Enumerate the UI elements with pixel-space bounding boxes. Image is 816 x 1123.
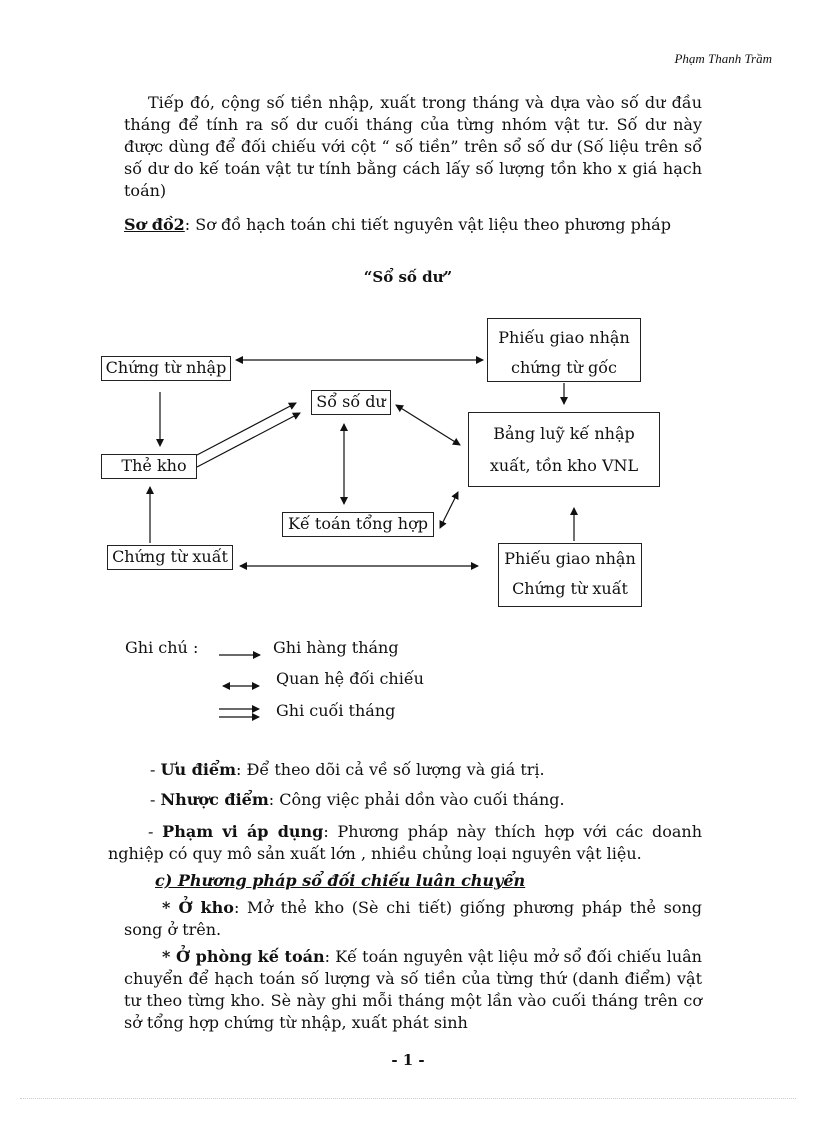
box-the-kho bbox=[101, 454, 197, 479]
label-phieu-goc-line1: Phiếu giao nhận bbox=[498, 328, 630, 347]
box-chung-tu-nhap bbox=[101, 356, 231, 381]
label-chung-tu-xuat: Chứng từ xuất bbox=[112, 547, 228, 566]
warehouse-text: : Mở thẻ kho (Sè chi tiết) giống phương pháp thẻ song song ở trên. bbox=[124, 898, 703, 939]
box-phieu-giao-nhan-xuat bbox=[498, 543, 642, 607]
label-bang-luy-ke-line1: Bảng luỹ kế nhập bbox=[493, 424, 635, 443]
disadvantages-text: : Công việc phải dồn vào cuối tháng. bbox=[268, 790, 565, 809]
diagram-title: “Sổ số dư” bbox=[363, 268, 453, 286]
disadvantages-label: Nhược điểm bbox=[160, 790, 269, 809]
author-name: Phạm Thanh Trầm bbox=[674, 51, 772, 66]
diagram-caption-label: Sơ đồ2 bbox=[124, 215, 185, 234]
scope-text: : Phương pháp này thích hợp với các doanh nghiệp có quy mô sản xuất lớn , nhiều chủng loại nguyên vật liệu. bbox=[108, 822, 702, 863]
box-chung-tu-xuat bbox=[107, 545, 233, 570]
label-the-kho: Thẻ kho bbox=[121, 456, 187, 475]
advantages-line: - Ưu điểm: Để theo dõi cả về số lượng và giá trị. bbox=[150, 760, 545, 779]
accounting-label: * Ở phòng kế toán bbox=[162, 947, 325, 966]
label-phieu-xuat-line2: Chứng từ xuất bbox=[512, 579, 628, 598]
label-bang-luy-ke-line2: xuất, tồn kho VNL bbox=[489, 456, 639, 475]
page-divider bbox=[20, 1098, 796, 1099]
accounting-paragraph bbox=[124, 946, 702, 1034]
label-phieu-xuat-line1: Phiếu giao nhận bbox=[504, 549, 636, 568]
warehouse-label: * Ở kho bbox=[162, 898, 234, 917]
scope-paragraph: - Phạm vi áp dụng: Phương pháp này thích hợp với các doanh nghiệp có quy mô sản xuất lớn , nhiều chủng loại nguyên vật liệu. bbox=[108, 822, 702, 863]
diagram-caption-text: : Sơ đồ hạch toán chi tiết nguyên vật liệu theo phương pháp bbox=[184, 215, 671, 234]
box-so-so-du bbox=[311, 390, 391, 415]
legend-reconcile: Quan hệ đối chiếu bbox=[276, 669, 424, 688]
accounting-text: : Kế toán nguyên vật liệu mở sổ đối chiếu luân chuyển để hạch toán số lượng và số tiền của từng thứ (danh điểm) vật tư theo từng kho. Sè này ghi mỗi tháng một lần vào cuối tháng trên cơ sở tổng hợp chứng từ nhập, xuất phát sinh bbox=[124, 947, 702, 1032]
label-phieu-goc-line2: chứng từ gốc bbox=[510, 358, 617, 377]
arrow-the-kho-so-du-1 bbox=[197, 403, 296, 455]
scope-label: Phạm vi áp dụng bbox=[162, 822, 324, 841]
legend-monthly: Ghi hàng tháng bbox=[273, 638, 399, 657]
arrow-ke-toan-bang bbox=[440, 492, 458, 528]
legend-end-of-month: Ghi cuối tháng bbox=[276, 701, 396, 720]
legend-label: Ghi chú : bbox=[125, 638, 199, 657]
advantages-label: Ưu điểm bbox=[160, 760, 237, 779]
label-so-so-du: Sổ số dư bbox=[316, 392, 386, 411]
label-chung-tu-nhap: Chứng từ nhập bbox=[105, 358, 227, 377]
section-c-heading: c) Phương pháp sổ đối chiếu luân chuyển bbox=[155, 871, 526, 890]
advantages-text: : Để theo dõi cả về số lượng và giá trị. bbox=[236, 760, 545, 779]
intro-paragraph: Tiếp đó, cộng số tiền nhập, xuất trong tháng và dựa vào số dư đầu tháng để tính ra số dư cuối tháng của từng nhóm vật tư. Số dư này được dùng để đối chiếu với cột “ số tiền” trên sổ số dư (Số liệu trên sổ số dư do kế toán vật tư tính bằng cách lấy số lượng tồn kho x giá hạch toán) bbox=[124, 93, 702, 200]
arrow-so-du-bang bbox=[396, 405, 460, 445]
warehouse-paragraph bbox=[124, 897, 702, 941]
box-ke-toan-tong-hop bbox=[282, 512, 434, 537]
arrow-the-kho-so-du-2 bbox=[197, 413, 300, 467]
box-phieu-giao-nhan-goc bbox=[487, 318, 641, 382]
label-ke-toan-tong-hop: Kế toán tổng hợp bbox=[288, 514, 428, 533]
box-bang-luy-ke bbox=[468, 412, 660, 487]
disadvantages-line: - Nhược điểm: Công việc phải dồn vào cuối tháng. bbox=[150, 790, 565, 809]
page-number: - 1 - bbox=[391, 1051, 425, 1069]
diagram-caption bbox=[124, 214, 702, 236]
